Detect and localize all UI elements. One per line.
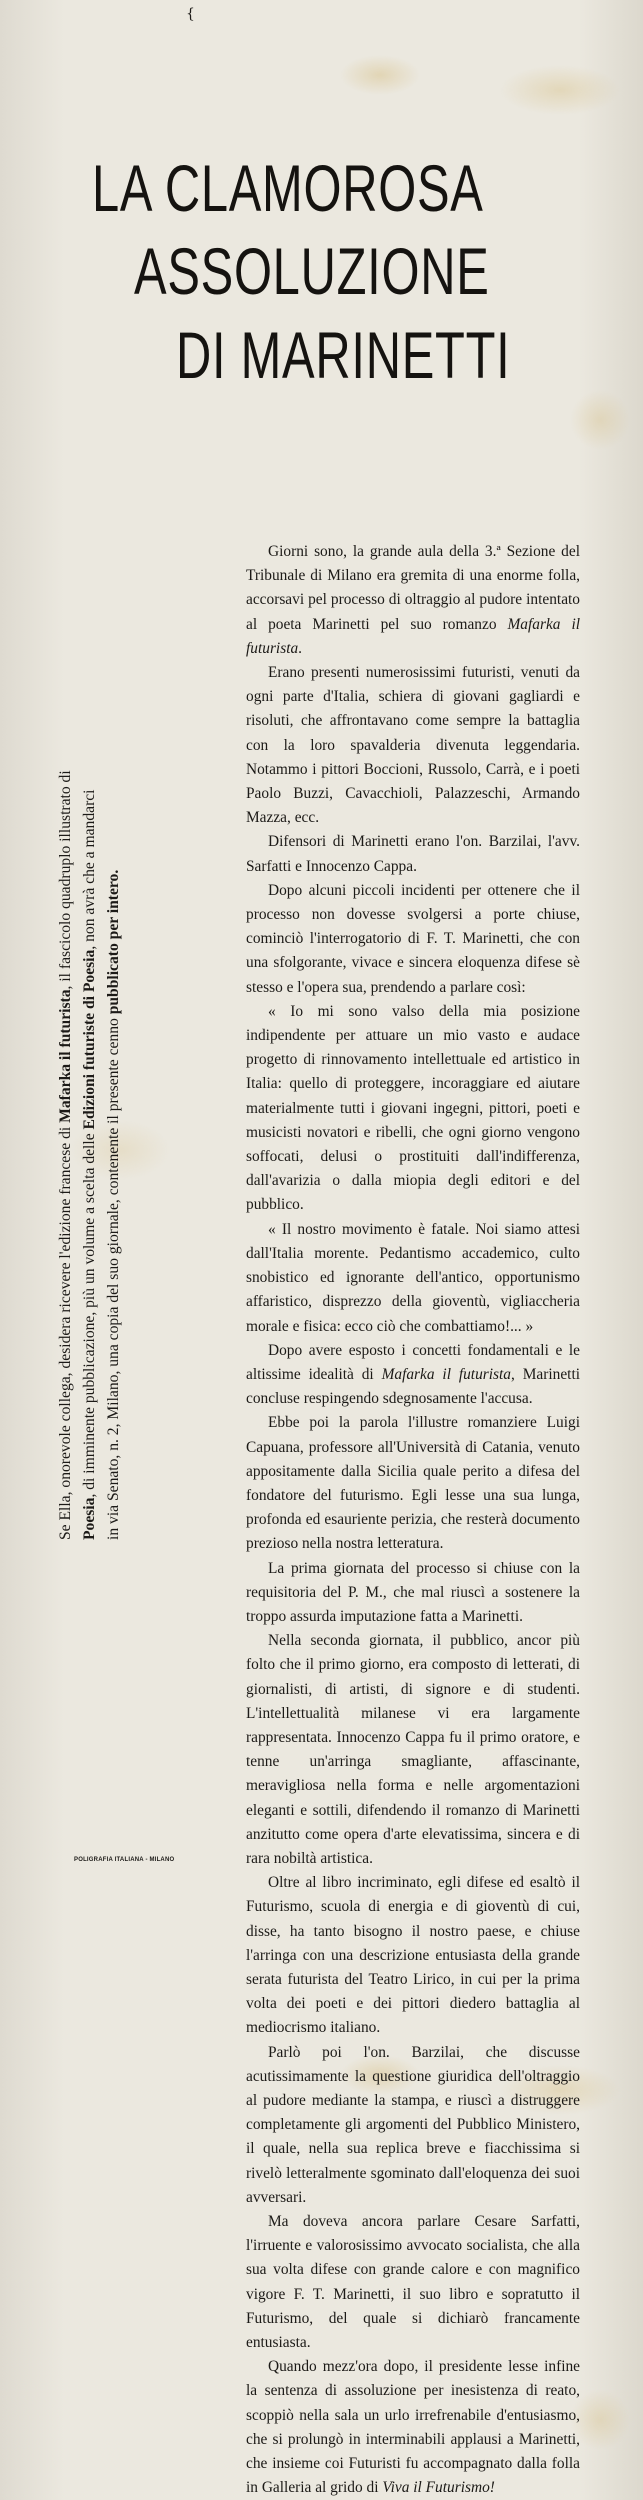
article-paragraph bbox=[246, 1000, 580, 1218]
article-paragraph bbox=[246, 1339, 580, 1412]
top-mark: { bbox=[186, 6, 195, 22]
printer-imprint: POLIGRAFIA ITALIANA - MILANO bbox=[74, 1857, 175, 1863]
emphasized-text: Mafarka il futurista bbox=[57, 989, 74, 1123]
text-run: Dopo alcuni piccoli incidenti per ottenere che il processo non dovesse svolgersi a porte chiuse, cominciò l'interrogatorio di F. T. Marinetti, che con una sfolgorante, vivace e sincera eloquenza difese sè stesso e l'opera sua, prendendo a parlare così: bbox=[246, 881, 580, 996]
text-run: Dopo avere esposto i concetti fondamentali e le altissime idealità di bbox=[246, 1341, 580, 1383]
side-note-line bbox=[102, 150, 126, 1540]
emphasized-text: pubblicato per intero. bbox=[105, 869, 122, 1015]
text-run: , Marinetti concluse respingendo sdegnosamente l'accusa. bbox=[246, 1365, 580, 1408]
text-run: , non avrà che a mandarci bbox=[81, 789, 98, 950]
side-note bbox=[54, 150, 126, 1540]
emphasized-text: Poesia bbox=[81, 1497, 98, 1540]
article-paragraph bbox=[246, 830, 580, 878]
article-paragraph bbox=[246, 1629, 580, 1871]
text-run: « Io mi sono valso della mia posizione indipendente per attuare un mio vasto e audace progetto di rinnovamento intellettuale ed artistico in Italia: quello di proteggere, incoraggiare ed aiutare materialmente tutti i giovani ingegni, pittori, poeti e musicisti novatori e ribelli, che ogni giorno vengono soffocati, delusi o prostituiti dall'indifferenza, dall'avarizia o dalla miopia degli editori e del pubblico. bbox=[246, 1002, 580, 1214]
text-run: , di imminente pubblicazione, più un volume a scelta delle bbox=[81, 1129, 98, 1498]
article-paragraph bbox=[246, 2041, 580, 2210]
emphasized-text: Edizioni futuriste di Poesia bbox=[81, 949, 98, 1130]
side-note-line bbox=[78, 150, 102, 1540]
headline-line-3: DI MARINETTI bbox=[176, 318, 511, 392]
article-paragraph bbox=[246, 879, 580, 1000]
text-run: . bbox=[298, 639, 303, 657]
article-paragraph bbox=[246, 1411, 580, 1556]
article-paragraph bbox=[246, 661, 580, 830]
headline-line-2: ASSOLUZIONE bbox=[134, 234, 490, 308]
side-note-line bbox=[54, 150, 78, 1540]
text-run: Quando mezz'ora dopo, il presidente lesse infine la sentenza di assoluzione per inesistenza di reato, scoppiò nella sala un urlo irrefrenabile d'entusiasmo, che si prolungò in interminabili applausi a Marinetti, che insieme coi Futuristi fu accompagnato dalla folla in Galleria al grido di bbox=[246, 2358, 580, 2497]
article-paragraph bbox=[246, 540, 580, 661]
text-run: Oltre al libro incriminato, egli difese ed esaltò il Futurismo, scuola di energia e di gioventù di cui, disse, ha tanto bisogno il nostro paese, e chiuse l'arringa con una descrizione entusiasta della grande serata futurista del Teatro Lirico, in cui per la prima volta dei poeti e dei pittori diedero battaglia al mediocrismo italiano. bbox=[246, 1874, 580, 2037]
text-run: Ma doveva ancora parlare Cesare Sarfatti, l'irruente e valorosissimo avvocato socialista, che alla sua volta difese con grande calore e con magnifico vigore F. T. Marinetti, il suo libro e sopratutto il Futurismo, del quale si dichiarò francamente entusiasta. bbox=[246, 2213, 580, 2352]
emphasized-text: Viva il Futurismo! bbox=[382, 2479, 495, 2497]
article-body bbox=[246, 540, 580, 2500]
emphasized-text: Mafarka il futurista bbox=[246, 615, 580, 657]
article-paragraph bbox=[246, 1557, 580, 1630]
text-run: Erano presenti numerosissimi futuristi, venuti da ogni parte d'Italia, schiera di giovani gagliardi e risoluti, che affrontavano come sempre la battaglia con la loro spavalderia divenuta leggendaria. Notammo i pittori Boccioni, Russolo, Carrà, e i poeti Paolo Buzzi, Cavacchioli, Palazzeschi, Armando Mazza, ecc. bbox=[246, 664, 580, 827]
headline-line-1: LA CLAMOROSA bbox=[92, 151, 484, 225]
article-paragraph bbox=[246, 2210, 580, 2355]
text-run: Se Ella, onorevole collega, desidera ricevere l'edizione francese di bbox=[57, 1122, 74, 1540]
text-run: Giorni sono, la grande aula della 3.ª Sezione del Tribunale di Milano era gremita di una enorme folla, accorsavi pel processo di oltraggio al pudore intentato al poeta Marinetti pel suo romanzo bbox=[246, 543, 580, 633]
text-run: in via Senato, n. 2, Milano, una copia del suo giornale, contenente il presente cenno bbox=[105, 1014, 122, 1540]
text-run: Nella seconda giornata, il pubblico, ancor più folto che il primo giorno, era composto di letterati, di giornalisti, di artisti, di signore e di studenti. L'intellettualità milanese vi era largamente rappresentata. Innocenzo Cappa fu il primo oratore, e tenne un'arringa smagliante, affascinante, meravigliosa nella forma e nelle argomentazioni eleganti e sottili, difendendo il romanzo di Marinetti anzitutto come opera d'arte elevatissima, sincera e di rara nobiltà artistica. bbox=[246, 1632, 580, 1867]
text-run: La prima giornata del processo si chiuse con la requisitoria del P. M., che mal riuscì a sostenere la troppo assurda imputazione fatta a Marinetti. bbox=[246, 1559, 580, 1625]
text-run: « Il nostro movimento è fatale. Noi siamo attesi dall'Italia morente. Pedantismo accademico, culto snobistico ed ignorante dell'antico, opportunismo affaristico, disprezzo della gioventù, vigliaccheria morale e fisica: ecco ciò che combattiamo!... » bbox=[246, 1220, 580, 1335]
text-run: Difensori di Marinetti erano l'on. Barzilai, l'avv. Sarfatti e Innocenzo Cappa. bbox=[246, 833, 580, 875]
article-paragraph bbox=[246, 2355, 580, 2500]
emphasized-text: Mafarka il futurista bbox=[381, 1365, 512, 1383]
text-run: , il fascicolo quadruplo illustrato di bbox=[57, 770, 74, 990]
text-run: Ebbe poi la parola l'illustre romanziere Luigi Capuana, professore all'Università di Catania, venuto appositamente dalla Sicilia quale perito a difesa del fondatore del futurismo. Egli lesse una sua lunga, profonda ed esauriente perizia, che resterà documento prezioso nella nostra letteratura. bbox=[246, 1414, 580, 1553]
article-paragraph bbox=[246, 1218, 580, 1339]
article-paragraph bbox=[246, 1871, 580, 2040]
text-run: Parlò poi l'on. Barzilai, che discusse acutissimamente la questione giuridica dell'oltraggio al pudore mediante la stampa, e riuscì a distruggere completamente gli argomenti del Pubblico Ministero, il quale, nella sua replica breve e fiacchissima si rivelò letteralmente sgominato dall'eloquenza dei suoi avversari. bbox=[246, 2043, 580, 2206]
